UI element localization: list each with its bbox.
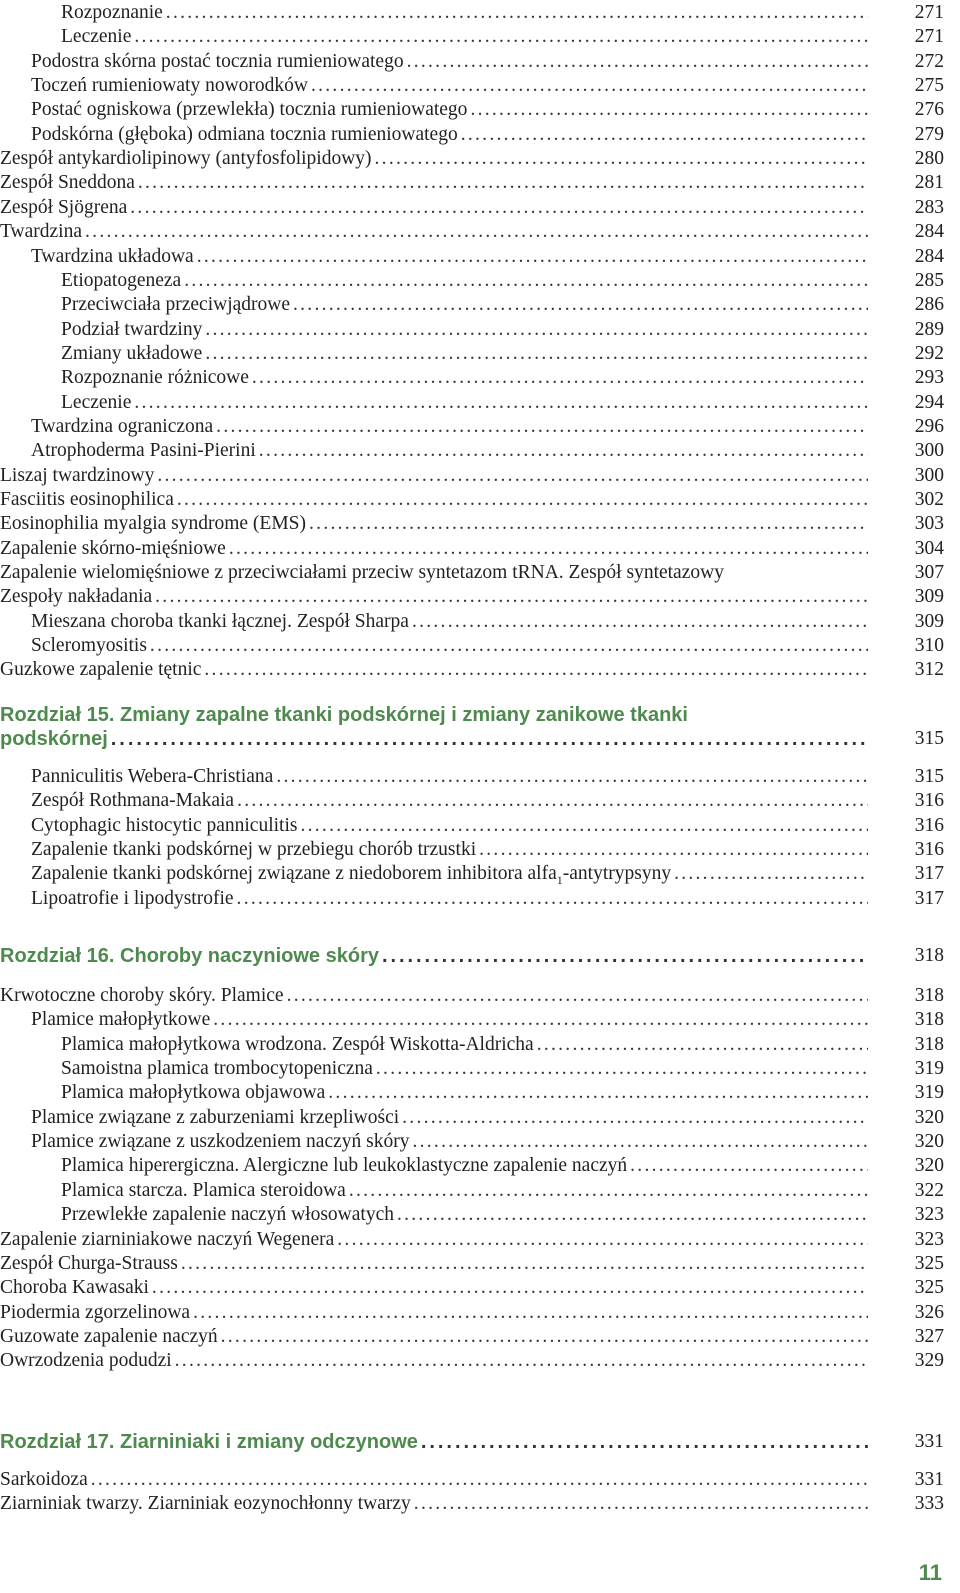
toc-page-number: 331 xyxy=(914,1469,944,1490)
toc-entry[interactable] xyxy=(0,814,944,838)
dot-leader xyxy=(205,342,868,366)
toc-entry-title: Scleromyositis xyxy=(31,634,150,658)
toc-page-number: 318 xyxy=(914,945,944,966)
toc-entry-title: Guzowate zapalenie naczyń xyxy=(0,1325,221,1349)
toc-entry-title: Twardzina ograniczona xyxy=(31,415,216,439)
dot-leader xyxy=(328,1081,868,1105)
toc-entry[interactable] xyxy=(0,1252,944,1276)
toc-page-number: 315 xyxy=(914,766,944,787)
chapter-heading[interactable] xyxy=(0,944,944,968)
toc-page-number: 303 xyxy=(914,513,944,535)
dot-leader xyxy=(349,1179,868,1203)
page-number: 11 xyxy=(918,1560,942,1585)
toc-page-number: 319 xyxy=(914,1082,944,1104)
toc-entry[interactable] xyxy=(0,464,944,488)
toc-entry[interactable] xyxy=(0,862,944,886)
toc-entry-title: Plamice związane z uszkodzeniem naczyń skóry xyxy=(31,1130,412,1154)
toc-entry[interactable] xyxy=(0,585,944,609)
dot-leader xyxy=(461,123,868,147)
dot-leader xyxy=(152,1276,868,1300)
chapter-heading[interactable] xyxy=(0,1430,944,1454)
toc-entry-title: Zapalenie wielomięśniowe z przeciwciałami przeciw syntetazom tRNA. Zespół syntetazowy xyxy=(0,561,727,585)
dot-leader xyxy=(293,293,868,317)
toc-entry[interactable] xyxy=(0,1492,944,1516)
toc-entry[interactable] xyxy=(0,293,944,317)
toc-page-number: 316 xyxy=(914,839,944,861)
dot-leader xyxy=(134,25,868,49)
dot-leader xyxy=(252,366,868,390)
toc-entry[interactable] xyxy=(0,537,944,561)
toc-entry-title: Guzkowe zapalenie tętnic xyxy=(0,658,204,682)
chapter-heading[interactable] xyxy=(0,727,944,751)
toc-entry-title: Zespół Sjögrena xyxy=(0,196,130,220)
toc-entry[interactable] xyxy=(0,50,944,74)
dot-leader xyxy=(300,814,868,838)
toc-entry[interactable] xyxy=(0,634,944,658)
toc-entry[interactable] xyxy=(0,838,944,862)
dot-leader xyxy=(259,439,868,463)
dot-leader xyxy=(375,147,868,171)
toc-page-number: 320 xyxy=(914,1131,944,1153)
dot-leader xyxy=(237,789,868,813)
toc-entry-title: Zapalenie ziarniniakowe naczyń Wegenera xyxy=(0,1228,337,1252)
toc-entry[interactable] xyxy=(0,1301,944,1325)
toc-entry[interactable] xyxy=(0,658,944,682)
toc-page-number: 325 xyxy=(914,1252,944,1274)
dot-leader xyxy=(311,74,868,98)
toc-page-number: 318 xyxy=(914,1009,944,1031)
toc-entry[interactable] xyxy=(0,488,944,512)
toc-page-number: 320 xyxy=(914,1106,944,1128)
toc-entry-title: Plamica małopłytkowa objawowa xyxy=(61,1081,328,1105)
toc-page-number: 317 xyxy=(914,863,944,885)
dot-leader xyxy=(412,610,868,634)
toc-entry-title: Zapalenie skórno-mięśniowe xyxy=(0,537,229,561)
toc-page-number: 316 xyxy=(914,790,944,812)
toc-entry-title: Twardzina układowa xyxy=(31,245,197,269)
toc-entry-title: Zespół Rothmana-Makaia xyxy=(31,789,237,813)
toc-entry-title: Plamice małopłytkowe xyxy=(31,1008,213,1032)
dot-leader xyxy=(630,1154,868,1178)
toc-entry[interactable] xyxy=(0,366,944,390)
toc-entry[interactable] xyxy=(0,1106,944,1130)
toc-entry[interactable] xyxy=(0,1276,944,1300)
toc-entry-title: Atrophoderma Pasini-Pierini xyxy=(31,439,259,463)
dot-leader xyxy=(221,1325,868,1349)
toc-entry-title: Sarkoidoza xyxy=(0,1468,91,1492)
toc-page-number: 280 xyxy=(914,148,944,170)
toc-page-number: 322 xyxy=(914,1179,944,1201)
toc-entry-title: Rozpoznanie różnicowe xyxy=(61,366,252,390)
toc-page-number: 294 xyxy=(914,391,944,413)
toc-page-number: 285 xyxy=(914,269,944,291)
toc-page-number: 329 xyxy=(914,1350,944,1372)
toc-entry[interactable] xyxy=(0,1154,944,1178)
toc-entry-title: Zmiany układowe xyxy=(61,342,205,366)
toc-page-number: 276 xyxy=(914,99,944,121)
toc-page-number: 302 xyxy=(914,489,944,510)
toc-entry[interactable] xyxy=(0,196,944,220)
toc-page-number: 300 xyxy=(914,440,944,462)
toc-entry[interactable] xyxy=(0,512,944,536)
dot-leader xyxy=(177,488,868,512)
toc-page-number: 318 xyxy=(914,985,944,1006)
dot-leader xyxy=(138,171,868,195)
toc-entry[interactable] xyxy=(0,561,944,585)
dot-leader xyxy=(216,415,868,439)
toc-entry[interactable] xyxy=(0,1057,944,1081)
toc-page-number: 326 xyxy=(914,1301,944,1323)
dot-leader xyxy=(276,765,868,789)
toc-entry[interactable] xyxy=(0,610,944,634)
toc-entry-title: Etiopatogeneza xyxy=(61,269,184,293)
toc-entry-title: Zapalenie tkanki podskórnej w przebiegu chorób trzustki xyxy=(31,838,479,862)
toc-page-number: 279 xyxy=(914,123,944,145)
dot-leader xyxy=(537,1033,868,1057)
toc-entry-title: Mieszana choroba tkanki łącznej. Zespół Sharpa xyxy=(31,610,412,634)
toc-entry[interactable] xyxy=(0,269,944,293)
dot-leader xyxy=(157,464,868,488)
toc-page-number: 310 xyxy=(914,635,944,657)
toc-entry-title: Panniculitis Webera-Christiana xyxy=(31,765,276,789)
toc-page-number: 296 xyxy=(914,415,944,437)
toc-page-number: 309 xyxy=(914,610,944,632)
toc-page-number: 325 xyxy=(914,1277,944,1299)
toc-entry-title: Podostra skórna postać tocznia rumieniowatego xyxy=(31,50,407,74)
toc-entry-title: Owrzodzenia podudzi xyxy=(0,1349,175,1373)
toc-page-number: 283 xyxy=(914,196,944,218)
toc-entry[interactable] xyxy=(0,1325,944,1349)
dot-leader xyxy=(85,220,868,244)
toc-page-number: 312 xyxy=(914,659,944,681)
toc-page-number: 317 xyxy=(914,887,944,909)
toc-entry-title: Plamica starcza. Plamica steroidowa xyxy=(61,1179,349,1203)
dot-leader xyxy=(382,944,868,968)
toc-entry[interactable] xyxy=(0,1033,944,1057)
toc-page-number: 271 xyxy=(914,26,944,48)
toc-entry-title: Lipoatrofie i lipodystrofie xyxy=(31,887,237,911)
toc-entry-title: Zespół Sneddona xyxy=(0,171,138,195)
toc-page-number: 281 xyxy=(914,172,944,194)
toc-page-number: 286 xyxy=(914,294,944,316)
toc-entry-title: Rozpoznanie xyxy=(61,1,166,25)
dot-leader xyxy=(407,50,868,74)
toc-page-number: 289 xyxy=(914,318,944,340)
toc-entry[interactable] xyxy=(0,342,944,366)
dot-leader xyxy=(197,245,868,269)
dot-leader xyxy=(397,1203,868,1227)
dot-leader xyxy=(337,1228,868,1252)
toc-page-number: 323 xyxy=(914,1228,944,1250)
toc-entry-title: Toczeń rumieniowaty noworodków xyxy=(31,74,311,98)
toc-entry-title: Zespoły nakładania xyxy=(0,585,155,609)
toc-page-number: 272 xyxy=(914,50,944,72)
toc-page-number: 319 xyxy=(914,1058,944,1080)
toc-page-number: 315 xyxy=(914,728,944,749)
toc-entry[interactable] xyxy=(0,1468,944,1492)
toc-entry-title: Rozdział 16. Choroby naczyniowe skóry xyxy=(0,944,382,968)
toc-entry-title: Cytophagic histocytic panniculitis xyxy=(31,814,300,838)
toc-page-number: 293 xyxy=(914,367,944,389)
toc-entry-title: Plamice związane z zaburzeniami krzepliwości xyxy=(31,1106,402,1130)
toc-page-number: 323 xyxy=(914,1204,944,1226)
dot-leader xyxy=(111,727,868,751)
toc-entry[interactable] xyxy=(0,147,944,171)
toc-page-number: 300 xyxy=(914,464,944,486)
dot-leader xyxy=(412,1130,868,1154)
toc-entry-title: Zespół Churga-Strauss xyxy=(0,1252,181,1276)
toc-page-number: 333 xyxy=(914,1493,944,1515)
toc-entry[interactable] xyxy=(0,415,944,439)
dot-leader xyxy=(421,1430,868,1454)
toc-entry-title: Twardzina xyxy=(0,220,85,244)
dot-leader xyxy=(193,1301,868,1325)
toc-entry[interactable] xyxy=(0,25,944,49)
toc-page-number: 275 xyxy=(914,75,944,97)
toc-entry[interactable] xyxy=(0,1179,944,1203)
toc-entry[interactable] xyxy=(0,1349,944,1373)
toc-entry[interactable] xyxy=(0,220,944,244)
toc-entry-title: Zespół antykardiolipinowy (antyfosfolipidowy) xyxy=(0,147,375,171)
toc-entry-title: Ziarniniak twarzy. Ziarniniak eozynochłonny twarzy xyxy=(0,1492,414,1516)
toc-page-number: 309 xyxy=(914,586,944,608)
dot-leader xyxy=(166,1,868,25)
dot-leader xyxy=(91,1468,868,1492)
dot-leader xyxy=(130,196,868,220)
dot-leader xyxy=(181,1252,868,1276)
toc-page-number: 271 xyxy=(914,2,944,23)
toc-page-number: 327 xyxy=(914,1325,944,1347)
toc-page-number: 292 xyxy=(914,342,944,364)
toc-entry[interactable] xyxy=(0,391,944,415)
toc-entry[interactable] xyxy=(0,1228,944,1252)
toc-entry-title: Fasciitis eosinophilica xyxy=(0,488,177,512)
toc-entry[interactable] xyxy=(0,1130,944,1154)
toc-page-number: 316 xyxy=(914,814,944,836)
toc-entry-title: Samoistna plamica trombocytopeniczna xyxy=(61,1057,376,1081)
toc-entry-title: Choroba Kawasaki xyxy=(0,1276,152,1300)
toc-entry[interactable] xyxy=(0,171,944,195)
toc-entry-title: Leczenie xyxy=(61,25,134,49)
toc-entry-title: Leczenie xyxy=(61,391,134,415)
toc-entry[interactable] xyxy=(0,1,944,25)
toc-page-number: 284 xyxy=(914,245,944,267)
dot-leader xyxy=(175,1349,868,1373)
toc-page-number: 318 xyxy=(914,1033,944,1055)
toc-entry-title: Plamica hiperergiczna. Alergiczne lub leukoklastyczne zapalenie naczyń xyxy=(61,1154,630,1178)
toc-entry[interactable] xyxy=(0,74,944,98)
toc-entry[interactable] xyxy=(0,887,944,911)
toc-entry[interactable] xyxy=(0,245,944,269)
dot-leader xyxy=(287,984,868,1008)
dot-leader xyxy=(155,585,868,609)
toc-entry-title: Podskórna (głęboka) odmiana tocznia rumieniowatego xyxy=(31,123,461,147)
dot-leader xyxy=(674,862,868,886)
dot-leader xyxy=(470,98,868,122)
toc-entry-title: Podział twardziny xyxy=(61,318,205,342)
toc-entry[interactable] xyxy=(0,123,944,147)
toc-entry-title: Przewlekłe zapalenie naczyń włosowatych xyxy=(61,1203,397,1227)
toc-entry-title: Postać ogniskowa (przewlekła) tocznia rumieniowatego xyxy=(31,98,470,122)
dot-leader xyxy=(479,838,868,862)
toc-entry[interactable] xyxy=(0,1008,944,1032)
chapter-15-heading[interactable]: Rozdział 15. Zmiany zapalne tkanki podskórnej i zmiany zanikowe tkanki xyxy=(0,704,688,726)
dot-leader xyxy=(150,634,868,658)
toc-entry[interactable] xyxy=(0,765,944,789)
toc-page-number: 331 xyxy=(914,1431,944,1452)
toc-entry[interactable] xyxy=(0,98,944,122)
toc-entry-title: Plamica małopłytkowa wrodzona. Zespół Wiskotta-Aldricha xyxy=(61,1033,537,1057)
toc-entry[interactable] xyxy=(0,789,944,813)
toc-entry[interactable] xyxy=(0,1203,944,1227)
toc-page-number: 304 xyxy=(914,537,944,559)
toc-page-number: 307 xyxy=(914,562,944,584)
toc-page-number: 284 xyxy=(914,221,944,243)
dot-leader xyxy=(309,512,868,536)
toc-entry-title: Eosinophilia myalgia syndrome (EMS) xyxy=(0,512,309,536)
toc-page-number: 320 xyxy=(914,1155,944,1177)
dot-leader xyxy=(237,887,868,911)
toc-entry[interactable] xyxy=(0,1081,944,1105)
toc-entry[interactable] xyxy=(0,318,944,342)
dot-leader xyxy=(376,1057,868,1081)
dot-leader xyxy=(204,658,868,682)
toc-entry-title: Liszaj twardzinowy xyxy=(0,464,157,488)
dot-leader xyxy=(229,537,868,561)
toc-entry-title: podskórnej xyxy=(0,727,111,751)
dot-leader xyxy=(414,1492,868,1516)
toc-entry[interactable] xyxy=(0,439,944,463)
toc-entry-title: Krwotoczne choroby skóry. Plamice xyxy=(0,984,287,1008)
toc-entry-title: Zapalenie tkanki podskórnej związane z niedoborem inhibitora alfa$_1$-antytrypsyny xyxy=(31,862,674,886)
toc-entry-title: Przeciwciała przeciwjądrowe xyxy=(61,293,293,317)
toc-entry-title: Piodermia zgorzelinowa xyxy=(0,1301,193,1325)
dot-leader xyxy=(213,1008,868,1032)
dot-leader xyxy=(402,1106,868,1130)
toc-entry[interactable] xyxy=(0,984,944,1008)
dot-leader xyxy=(184,269,868,293)
toc-entry-title: Rozdział 17. Ziarniniaki i zmiany odczynowe xyxy=(0,1430,421,1454)
dot-leader xyxy=(134,391,868,415)
dot-leader xyxy=(205,318,868,342)
